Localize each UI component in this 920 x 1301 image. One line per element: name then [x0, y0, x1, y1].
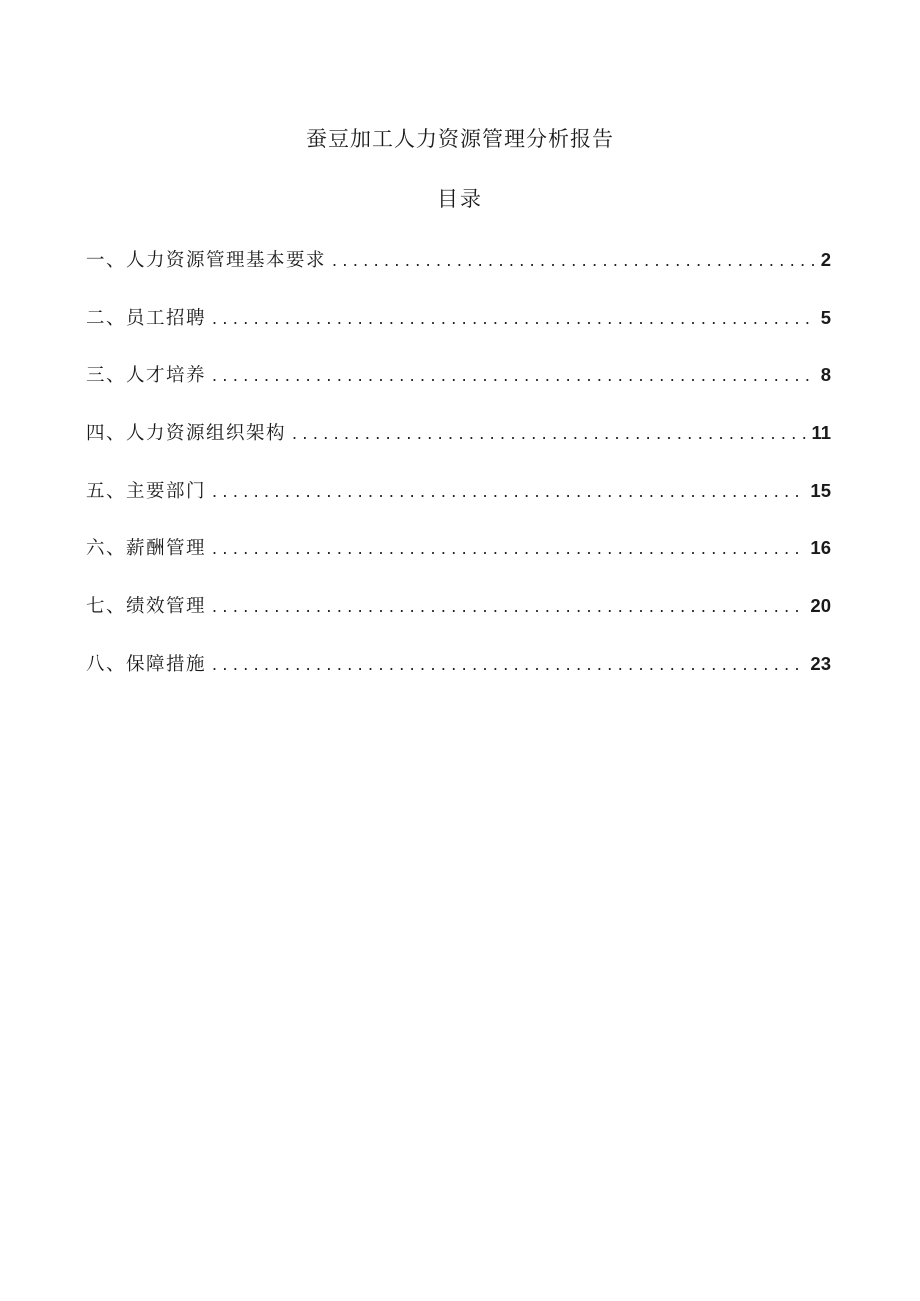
- toc-dot-leader: [212, 476, 806, 506]
- toc-entry-label: 二、员工招聘: [86, 307, 207, 329]
- toc-entry-3[interactable]: [86, 360, 831, 418]
- document-title: 蚕豆加工人力资源管理分析报告: [306, 127, 614, 151]
- toc-entry-label: 四、人力资源组织架构: [86, 423, 287, 445]
- toc-entry-page: 16: [810, 537, 831, 559]
- toc-entry-8[interactable]: [86, 649, 831, 707]
- toc-entry-page: 20: [810, 595, 831, 617]
- toc-entry-page: 2: [820, 249, 831, 270]
- toc-dot-leader: [212, 649, 806, 679]
- toc-entry-label: 一、人力资源管理基本要求: [86, 250, 327, 271]
- toc-entry-1[interactable]: [86, 245, 831, 303]
- toc-entry-7[interactable]: [86, 591, 831, 649]
- toc-dot-leader: [212, 360, 817, 390]
- toc-entry-label: 六、薪酬管理: [86, 538, 207, 560]
- toc-entry-label: 七、绩效管理: [86, 596, 207, 618]
- toc-dot-leader: [292, 418, 807, 448]
- toc-dot-leader: [212, 533, 806, 563]
- toc-entry-5[interactable]: [86, 476, 831, 534]
- toc-entry-page: 8: [820, 364, 831, 386]
- toc-dot-leader: [212, 591, 806, 621]
- toc-entry-label: 三、人才培养: [86, 365, 207, 387]
- toc-entry-page: 5: [820, 306, 831, 328]
- toc-entry-page: 23: [810, 652, 831, 674]
- toc-entry-4[interactable]: [86, 418, 831, 476]
- toc-entry-2[interactable]: [86, 303, 831, 361]
- toc-entry-page: 11: [811, 422, 831, 444]
- toc-dot-leader: [332, 245, 817, 275]
- toc-entry-label: 八、保障措施: [86, 653, 207, 675]
- toc-entry-label: 五、主要部门: [86, 480, 207, 502]
- toc-entry-6[interactable]: [86, 533, 831, 591]
- toc-dot-leader: [212, 303, 817, 333]
- toc-heading: 目录: [437, 187, 483, 211]
- toc-entry-page: 15: [810, 479, 831, 501]
- table-of-contents: [86, 245, 831, 707]
